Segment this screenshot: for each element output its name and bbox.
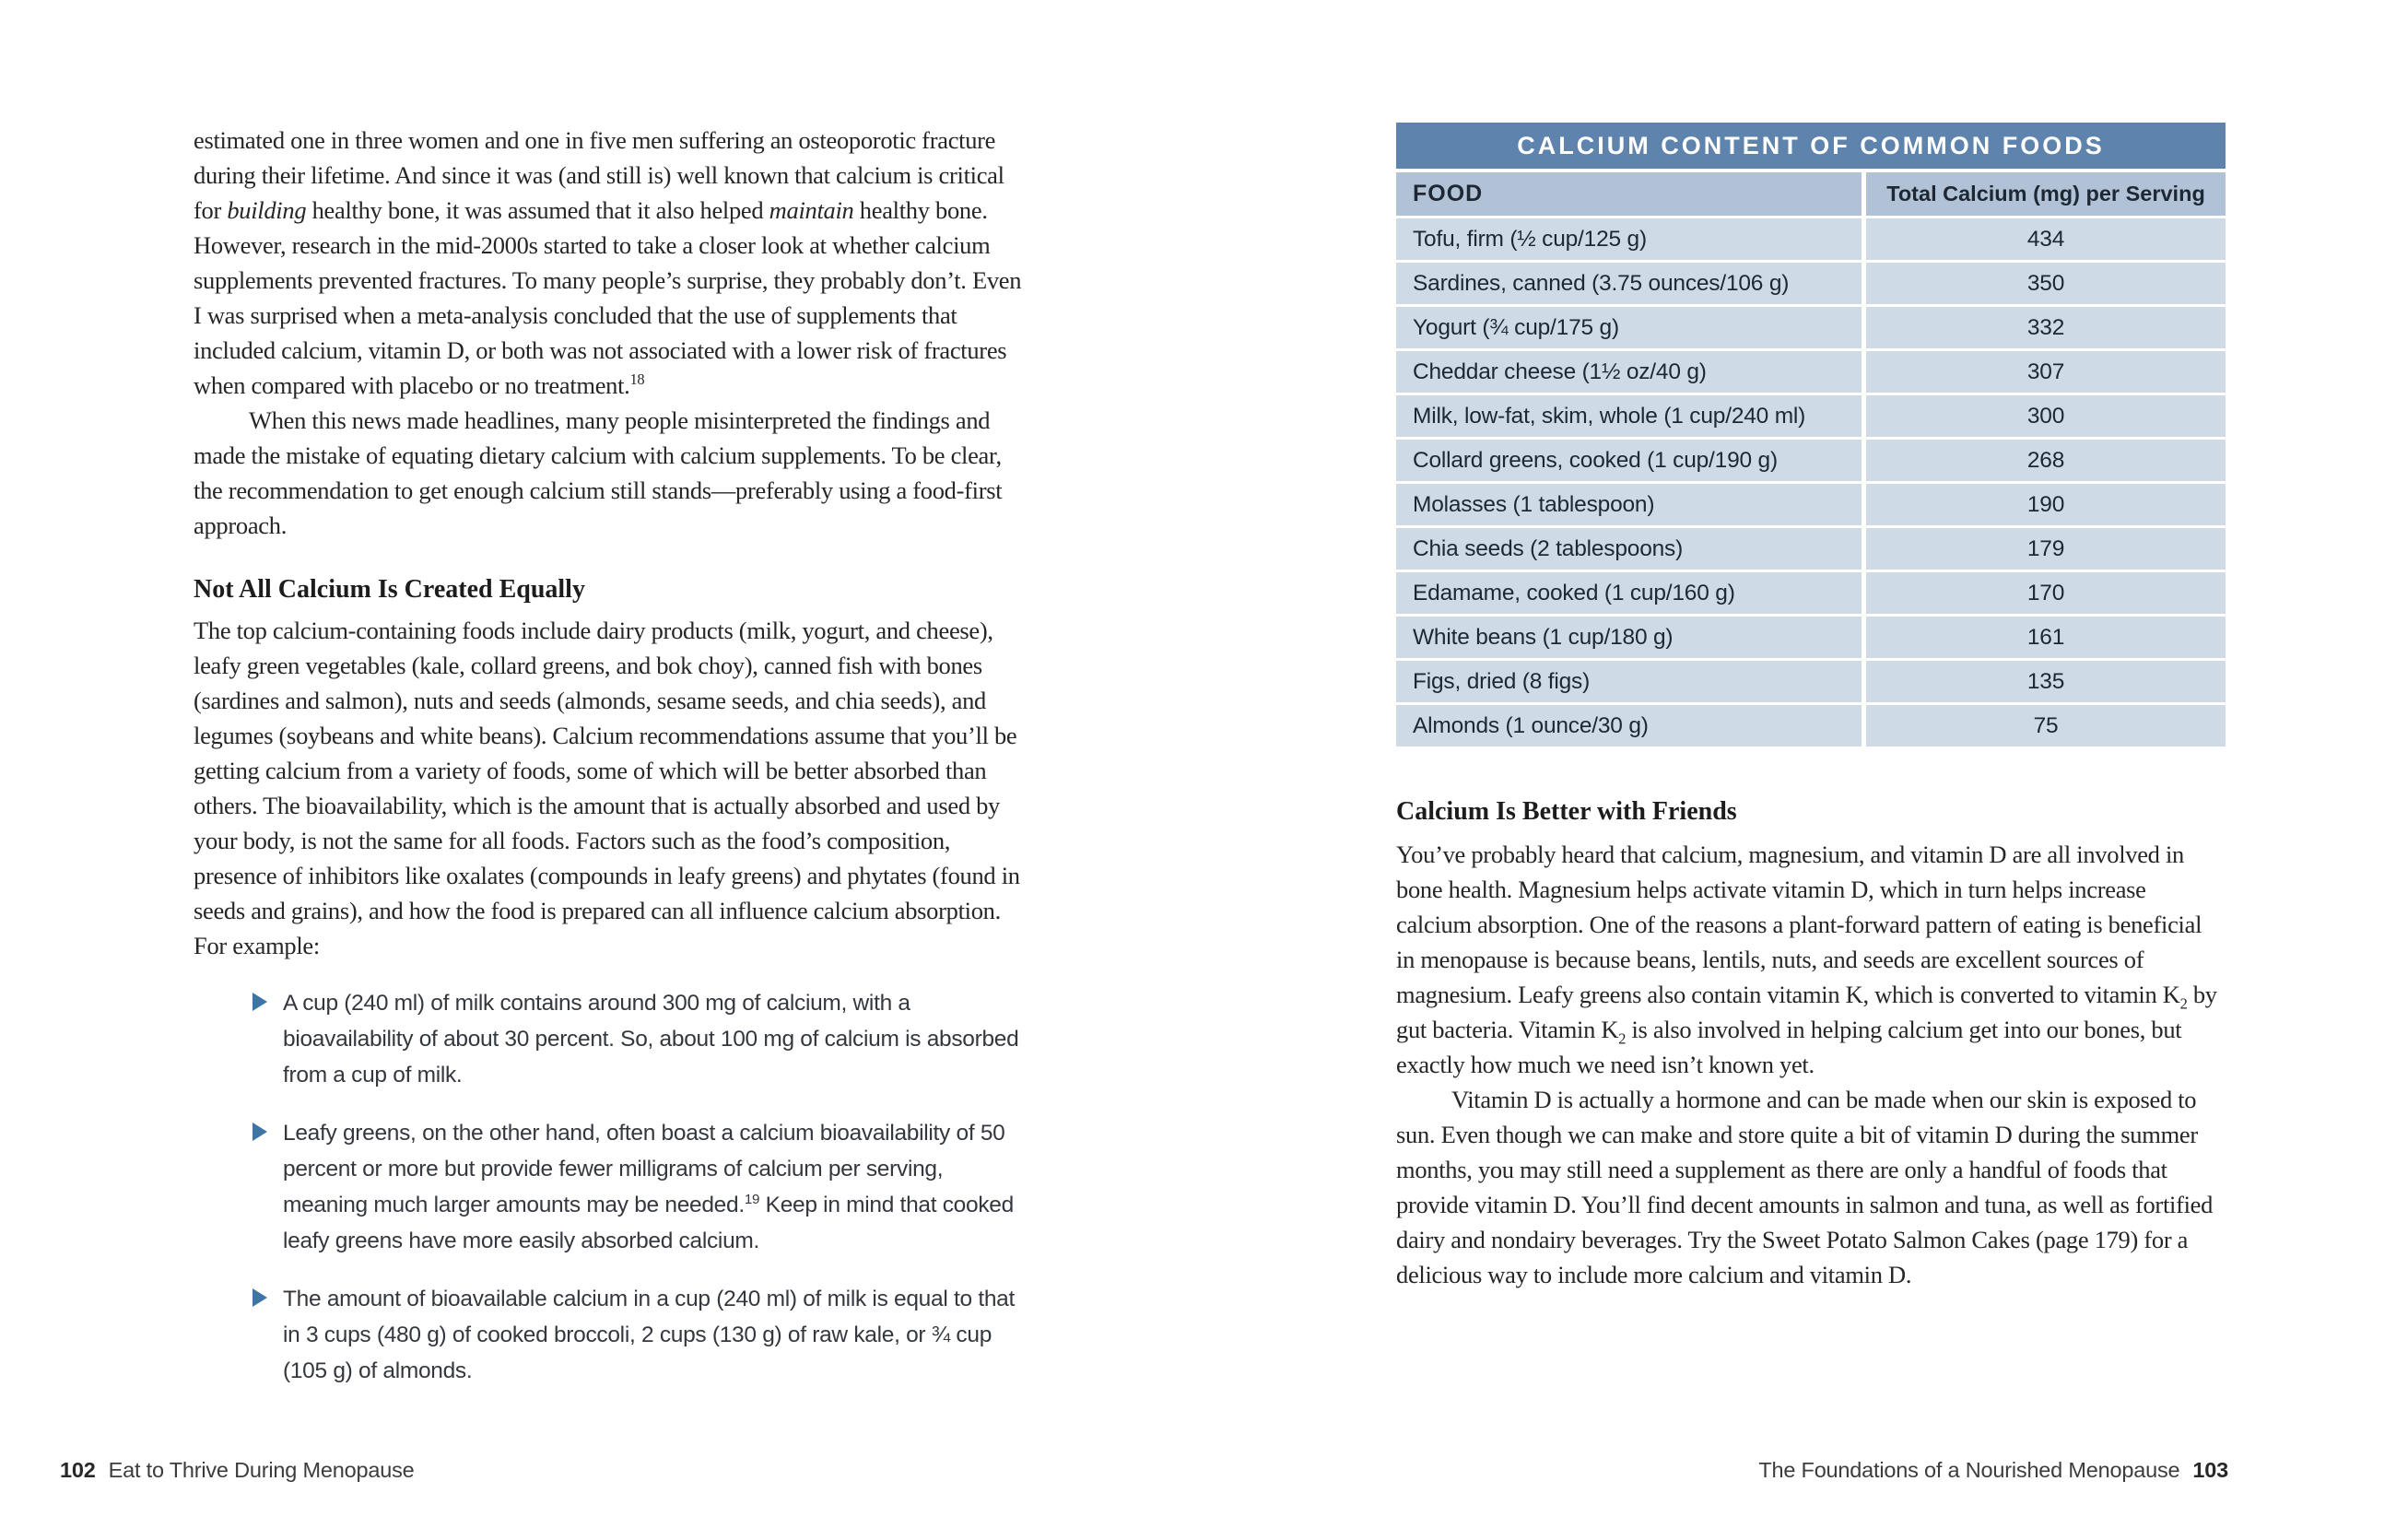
triangle-bullet-icon bbox=[253, 993, 267, 1011]
paragraph-top-calcium-foods: The top calcium-containing foods include dairy products (milk, yogurt, and cheese), leafy green vegetables (kale, collard greens, and bok choy), canned fish with bones (sardines and salmon), nuts and seeds (almonds, sesame seeds, and chia seeds), and legumes (soybeans and white beans). Calcium recommendations assume that you’ll be getting calcium from a variety of foods, some of which will be better absorbed than others. The bioavailability, which is the amount that is actually absorbed and used by your body, is not the same for all foods. Factors such as the food’s composition, presence of inhibitors like oxalates (compounds in leafy greens) and phytates (found in seeds and grains), and how the food is prepared can all influence calcium absorption. For example: bbox=[194, 617, 1020, 959]
calcium-value-cell: 75 bbox=[1866, 705, 2226, 746]
bullet-item bbox=[194, 1281, 1023, 1389]
table-row bbox=[1396, 528, 2226, 570]
bullet-item bbox=[194, 985, 1023, 1093]
column-header-food: FOOD bbox=[1396, 172, 1862, 216]
food-cell: Cheddar cheese (1½ oz/40 g) bbox=[1396, 351, 1862, 393]
table-row bbox=[1396, 307, 2226, 348]
page-right bbox=[1396, 123, 2226, 1292]
food-cell: Figs, dried (8 figs) bbox=[1396, 661, 1862, 702]
calcium-value-cell: 161 bbox=[1866, 617, 2226, 658]
table-row bbox=[1396, 218, 2226, 260]
calcium-value-cell: 350 bbox=[1866, 263, 2226, 304]
running-title-left: Eat to Thrive During Menopause bbox=[108, 1458, 415, 1482]
bullet-text: The amount of bioavailable calcium in a cup (240 ml) of milk is equal to that in 3 cups (480 g) of cooked broccoli, 2 cups (130 g) of raw kale, or ¾ cup (105 g) of almonds. bbox=[283, 1287, 1015, 1383]
table-title: CALCIUM CONTENT OF COMMON FOODS bbox=[1396, 123, 2226, 169]
food-cell: Milk, low-fat, skim, whole (1 cup/240 ml) bbox=[1396, 395, 1862, 437]
bullet-text: Leafy greens, on the other hand, often boast a calcium bioavailability of 50 percent or more but provide fewer milligrams of calcium per serving, meaning much larger amounts may be needed.$^{19}$ Keep in mind that cooked leafy greens have more easily absorbed calcium. bbox=[283, 1121, 1014, 1253]
calcium-value-cell: 170 bbox=[1866, 572, 2226, 614]
food-cell: Yogurt (¾ cup/175 g) bbox=[1396, 307, 1862, 348]
food-cell: Collard greens, cooked (1 cup/190 g) bbox=[1396, 440, 1862, 481]
paragraph-vitamin-d: Vitamin D is actually a hormone and can be made when our skin is exposed to sun. Even though we can make and store quite a bit of vitamin D during the summer months, you may still need a supplement as there are only a handful of foods that provide vitamin D. You’ll find decent amounts in salmon and tuna, as well as fortified dairy and nondairy beverages. Try the Sweet Potato Salmon Cakes (page 179) for a delicious way to include more calcium and vitamin D. bbox=[1396, 1086, 2214, 1288]
column-header-calcium: Total Calcium (mg) per Serving bbox=[1866, 172, 2226, 216]
bullet-item bbox=[194, 1115, 1023, 1259]
table-row bbox=[1396, 440, 2226, 481]
table-row bbox=[1396, 351, 2226, 393]
running-title-right: The Foundations of a Nourished Menopause bbox=[1758, 1458, 2180, 1482]
footer-right bbox=[1758, 1458, 2228, 1483]
page-number-left: 102 bbox=[60, 1458, 96, 1482]
table-row bbox=[1396, 705, 2226, 746]
page-left bbox=[194, 123, 1023, 1411]
food-cell: Edamame, cooked (1 cup/160 g) bbox=[1396, 572, 1862, 614]
table-row bbox=[1396, 572, 2226, 614]
calcium-value-cell: 268 bbox=[1866, 440, 2226, 481]
table-body bbox=[1396, 218, 2226, 746]
triangle-bullet-icon bbox=[253, 1123, 267, 1141]
food-cell: White beans (1 cup/180 g) bbox=[1396, 617, 1862, 658]
table-row bbox=[1396, 661, 2226, 702]
table-row bbox=[1396, 617, 2226, 658]
calcium-value-cell: 135 bbox=[1866, 661, 2226, 702]
calcium-value-cell: 179 bbox=[1866, 528, 2226, 570]
food-cell: Chia seeds (2 tablespoons) bbox=[1396, 528, 1862, 570]
table-row bbox=[1396, 484, 2226, 525]
calcium-value-cell: 190 bbox=[1866, 484, 2226, 525]
calcium-value-cell: 434 bbox=[1866, 218, 2226, 260]
bullet-text: A cup (240 ml) of milk contains around 300 mg of calcium, with a bioavailability of about 30 percent. So, about 100 mg of calcium is absorbed from a cup of milk. bbox=[283, 991, 1019, 1087]
table-header-row bbox=[1396, 172, 2226, 216]
food-cell: Tofu, firm (½ cup/125 g) bbox=[1396, 218, 1862, 260]
table-row bbox=[1396, 263, 2226, 304]
calcium-value-cell: 300 bbox=[1866, 395, 2226, 437]
paragraph-magnesium-vitamins: You’ve probably heard that calcium, magnesium, and vitamin D are all involved in bone health. Magnesium helps activate vitamin D, which in turn helps increase calcium absorption. One of the reasons a plant-forward pattern of eating is beneficial in menopause is because beans, lentils, nuts, and seeds are excellent sources of magnesium. Leafy greens also contain vitamin K, which is converted to vitamin $K_2$ by gut bacteria. Vitamin $K_2$ is also involved in helping calcium get into our bones, but exactly how much we need isn’t known yet. bbox=[1396, 841, 2217, 1078]
page-number-right: 103 bbox=[2192, 1458, 2228, 1482]
food-cell: Sardines, canned (3.75 ounces/106 g) bbox=[1396, 263, 1862, 304]
calcium-content-table bbox=[1396, 123, 2226, 746]
section-heading-not-all-calcium: Not All Calcium Is Created Equally bbox=[194, 575, 585, 604]
footer-left bbox=[60, 1458, 415, 1483]
calcium-value-cell: 332 bbox=[1866, 307, 2226, 348]
section-heading-calcium-friends: Calcium Is Better with Friends bbox=[1396, 797, 1737, 826]
table-row bbox=[1396, 395, 2226, 437]
paragraph-headlines: When this news made headlines, many people misinterpreted the findings and made the mistake of equating dietary calcium with calcium supplements. To be clear, the recommendation to get enough calcium still stands—preferably using a food-first approach. bbox=[194, 406, 1003, 539]
paragraph-fracture-research: estimated one in three women and one in five men suffering an osteoporotic fracture during their lifetime. And since it was (and still is) well known that calcium is critical for building healthy bone, it was assumed that it also helped maintain healthy bone. However, research in the mid-2000s started to take a closer look at whether calcium supplements prevented fractures. To many people’s surprise, they probably don’t. Even I was surprised when a meta-analysis concluded that the use of supplements that included calcium, vitamin D, or both was not associated with a lower risk of fractures when compared with placebo or no treatment.$^{18}$ bbox=[194, 126, 1022, 399]
triangle-bullet-icon bbox=[253, 1288, 267, 1307]
food-cell: Molasses (1 tablespoon) bbox=[1396, 484, 1862, 525]
food-cell: Almonds (1 ounce/30 g) bbox=[1396, 705, 1862, 746]
calcium-value-cell: 307 bbox=[1866, 351, 2226, 393]
bullet-list bbox=[194, 985, 1023, 1389]
